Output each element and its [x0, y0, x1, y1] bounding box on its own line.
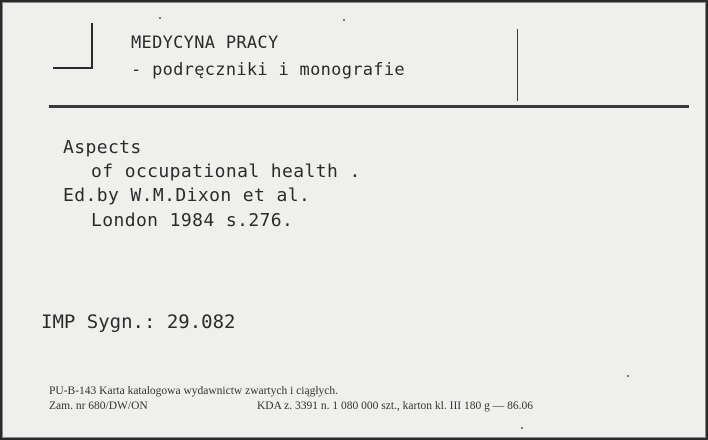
entry-editor-line: Ed.by W.M.Dixon et al. — [63, 185, 311, 206]
heading-rule — [49, 105, 689, 108]
heading-bracket — [53, 23, 93, 69]
footer-order-number: Zam. nr 680/DW/ON — [49, 400, 148, 412]
paper-speck — [159, 17, 161, 19]
call-number: IMP Sygn.: 29.082 — [41, 311, 236, 333]
footer-print-info: KDA z. 3391 n. 1 080 000 szt., karton kl. III 180 g — 86.06 — [257, 400, 533, 412]
subject-heading-line-1: MEDYCYNA PRACY — [131, 33, 279, 53]
paper-speck — [627, 375, 629, 377]
paper-speck — [521, 427, 523, 429]
footer-form-line: PU-B-143 Karta katalogowa wydawnictw zwartych i ciągłych. — [49, 385, 339, 397]
subject-heading-line-2: - podręczniki i monografie — [131, 60, 405, 80]
catalog-card — [2, 2, 706, 438]
entry-title-line-1: Aspects — [63, 137, 142, 158]
paper-speck — [343, 19, 345, 21]
heading-divider — [517, 29, 518, 101]
entry-imprint-line: London 1984 s.276. — [91, 210, 294, 231]
entry-title-line-2: of occupational health . — [91, 161, 361, 182]
